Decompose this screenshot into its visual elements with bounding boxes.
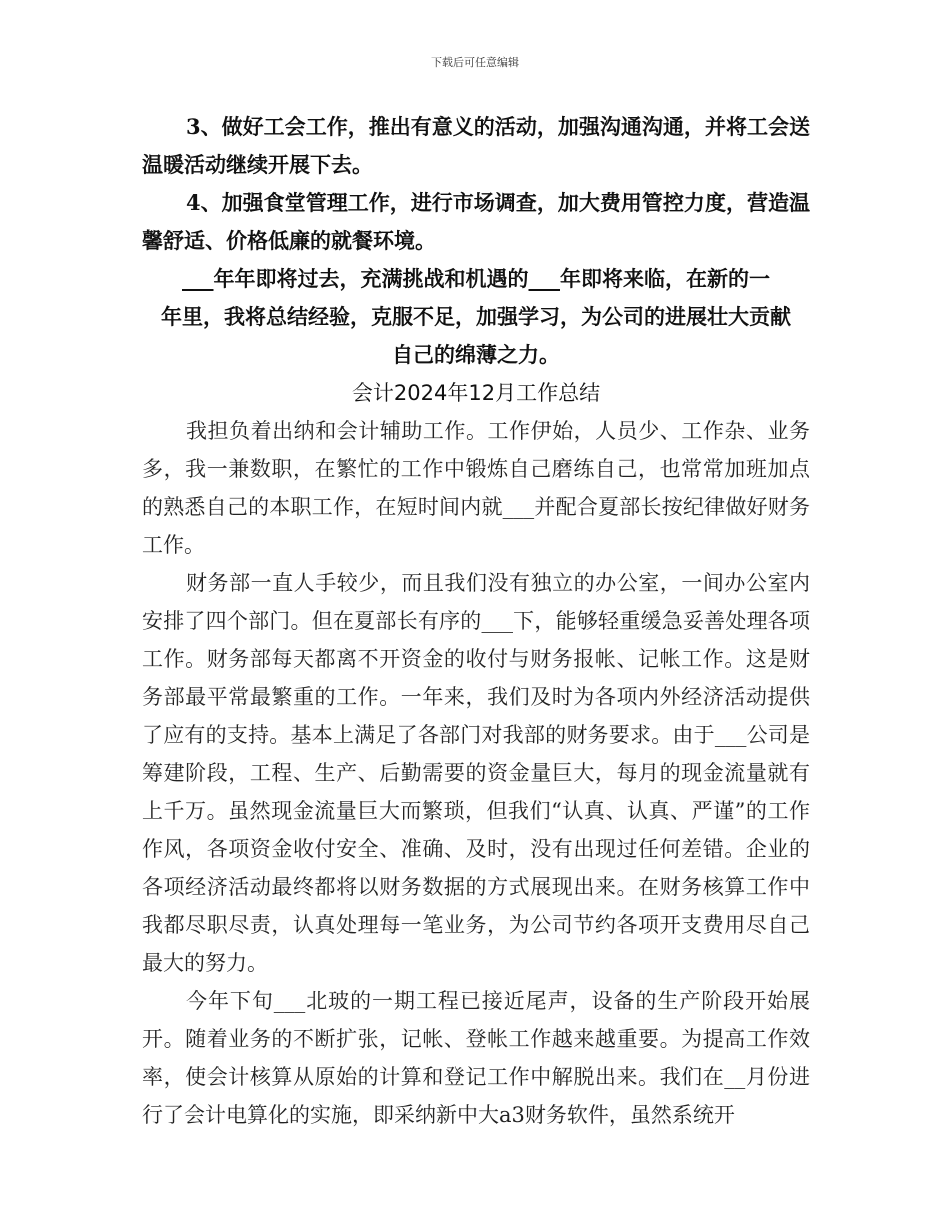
header-note: 下载后可任意编辑 <box>431 56 519 69</box>
closing-line-3: 自己的绵薄之力。 <box>392 342 560 367</box>
body-paragraph-1: 我担负着出纳和会计辅助工作。工作伊始，人员少、工作杂、业务多，我一兼数职，在繁忙的工作中锻炼自己磨练自己，也常常加班加点的熟悉自己的本职工作，在短时间内就___并配合夏部长按纪律做好财务工作。 <box>142 419 810 557</box>
bold-paragraph-4: 4、加强食堂管理工作，进行市场调查，加大费用管控力度，营造温馨舒适、价格低廉的就餐环境。 <box>142 190 810 253</box>
closing-line-2: 年里，我将总结经验，克服不足，加强学习，为公司的进展壮大贡献 <box>161 304 791 329</box>
closing-line-1: ___年年即将过去，充满挑战和机遇的___年即将来临，在新的一 <box>182 266 770 291</box>
closing-paragraph <box>142 260 810 374</box>
document-content <box>142 108 810 1134</box>
bold-paragraph-3: 3、做好工会工作，推出有意义的活动，加强沟通沟通，并将工会送温暖活动继续开展下去。 <box>142 114 810 177</box>
body-paragraph-3: 今年下旬___北玻的一期工程已接近尾声，设备的生产阶段开始展开。随着业务的不断扩张，记帐、登帐工作越来越重要。为提高工作效率，使会计核算从原始的计算和登记工作中解脱出来。我们在__月份进行了会计电算化的实施，即采纳新中大a3财务软件，虽然系统开 <box>142 989 810 1127</box>
section-title: 会计2024年12月工作总结 <box>351 381 601 405</box>
body-paragraph-2: 财务部一直人手较少，而且我们没有独立的办公室，一间办公室内安排了四个部门。但在夏部长有序的___下，能够轻重缓急妥善处理各项工作。财务部每天都离不开资金的收付与财务报帐、记帐工作。这是财务部最平常最繁重的工作。一年来，我们及时为各项内外经济活动提供了应有的支持。基本上满足了各部门对我部的财务要求。由于___公司是筹建阶段，工程、生产、后勤需要的资金量巨大，每月的现金流量就有上千万。虽然现金流量巨大而繁琐，但我们“认真、认真、严谨”的工作作风，各项资金收付安全、准确、及时，没有出现过任何差错。企业的各项经济活动最终都将以财务数据的方式展现出来。在财务核算工作中我都尽职尽责，认真处理每一笔业务，为公司节约各项开支费用尽自己最大的努力。 <box>142 571 810 975</box>
